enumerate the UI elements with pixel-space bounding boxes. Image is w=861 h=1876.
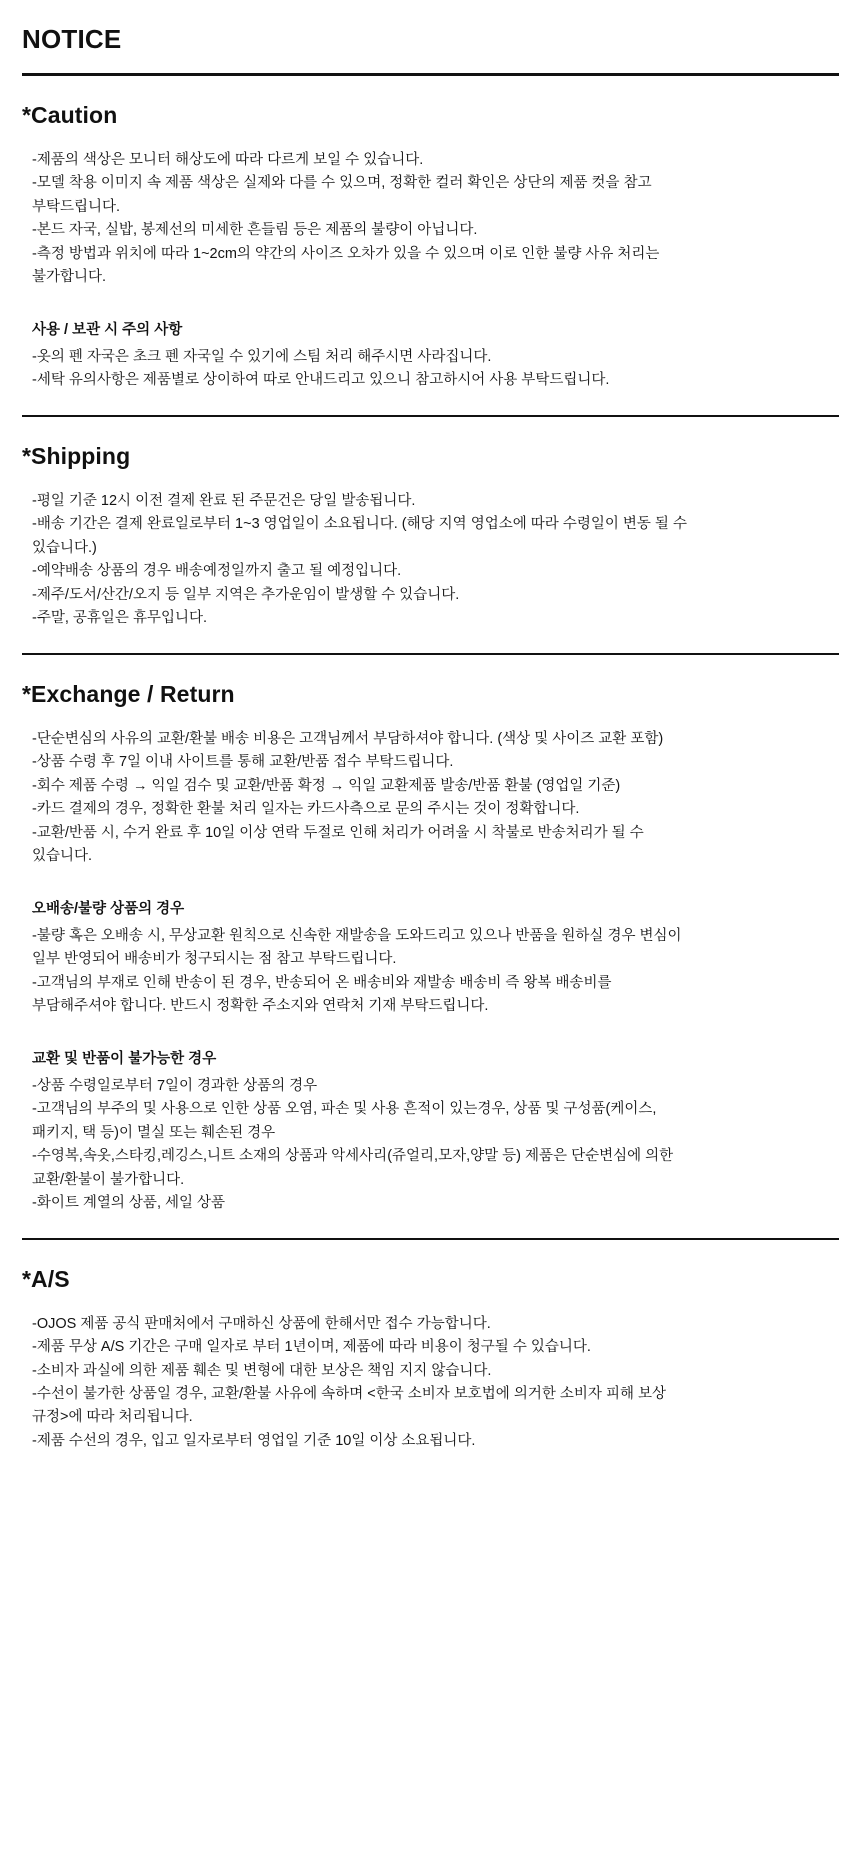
spacer	[22, 887, 839, 897]
spacer	[22, 1037, 839, 1047]
exchange-defect-block	[22, 897, 839, 1019]
line: -제주/도서/산간/오지 등 일부 지역은 추가운임이 발생할 수 있습니다.	[32, 586, 460, 603]
divider-wrap	[22, 415, 839, 417]
shipping-block	[22, 490, 839, 631]
line: 부탁드립니다.	[32, 198, 121, 215]
line: -소비자 과실에 의한 제품 훼손 및 변형에 대한 보상은 책임 지지 않습니다.	[32, 1362, 492, 1379]
line: -측정 방법과 위치에 따라 1~2cm의 약간의 사이즈 오차가 있을 수 있으며 이로 인한 불량 사유 처리는	[32, 245, 660, 262]
line: -상품 수령 후 7일 이내 사이트를 통해 교환/반품 접수 부탁드립니다.	[32, 754, 454, 771]
section-shipping	[22, 443, 839, 631]
line: 일부 반영되어 배송비가 청구되시는 점 참고 부탁드립니다.	[32, 951, 397, 968]
section-caution	[22, 102, 839, 393]
section-title-exchange-return: *Exchange / Return	[22, 680, 235, 707]
line: -불량 혹은 오배송 시, 무상교환 원칙으로 신속한 재발송을 도와드리고 있으나 반품을 원하실 경우 변심이	[32, 927, 682, 944]
line: -제품 무상 A/S 기간은 구매 일자로 부터 1년이며, 제품에 따라 비용이 청구될 수 있습니다.	[32, 1339, 591, 1356]
section-title-shipping: *Shipping	[22, 442, 131, 469]
line: -수선이 불가한 상품일 경우, 교환/환불 사유에 속하며 <한국 소비자 보호법에 의거한 소비자 피해 보상	[32, 1385, 667, 1402]
title-divider	[22, 73, 839, 76]
exchange-general-block	[22, 728, 839, 869]
line: 부담해주셔야 합니다. 반드시 정확한 주소지와 연락처 기재 부탁드립니다.	[32, 998, 489, 1015]
line: 불가합니다.	[32, 269, 107, 286]
line: -OJOS 제품 공식 판매처에서 구매하신 상품에 한해서만 접수 가능합니다.	[32, 1315, 491, 1332]
line: 있습니다.	[32, 848, 93, 865]
line: -배송 기간은 결제 완료일로부터 1~3 영업일이 소요됩니다. (해당 지역 영업소에 따라 수령일이 변동 될 수	[32, 516, 687, 533]
line: -화이트 계열의 상품, 세일 상품	[32, 1195, 226, 1212]
line: 패키지, 택 등)이 멸실 또는 훼손된 경우	[32, 1124, 276, 1141]
block-heading: 교환 및 반품이 불가능한 경우	[32, 1050, 217, 1067]
line: -카드 결제의 경우, 정확한 환불 처리 일자는 카드사측으로 문의 주시는 것이 정확합니다.	[32, 801, 580, 818]
line: -예약배송 상품의 경우 배송예정일까지 출고 될 예정입니다.	[32, 563, 402, 580]
line: 교환/환불이 불가합니다.	[32, 1171, 185, 1188]
caution-usage-block	[22, 318, 839, 393]
caution-general-block	[22, 149, 839, 290]
block-heading: 사용 / 보관 시 주의 사항	[32, 321, 183, 338]
line: -교환/반품 시, 수거 완료 후 10일 이상 연락 두절로 인해 처리가 어려울 시 착불로 반송처리가 될 수	[32, 824, 644, 841]
block-heading: 오배송/불량 상품의 경우	[32, 900, 185, 917]
spacer	[22, 308, 839, 318]
section-divider	[22, 653, 839, 655]
line: -모델 착용 이미지 속 제품 색상은 실제와 다를 수 있으며, 정확한 컬러 확인은 상단의 제품 컷을 참고	[32, 175, 652, 192]
section-divider	[22, 1238, 839, 1240]
page-title: NOTICE	[22, 24, 122, 54]
line: -회수 제품 수령 → 익일 검수 및 교환/반품 확정 → 익일 교환제품 발송/반품 환불 (영업일 기준)	[32, 777, 621, 794]
divider-wrap	[22, 653, 839, 655]
line: -상품 수령일로부터 7일이 경과한 상품의 경우	[32, 1077, 318, 1094]
line: -세탁 유의사항은 제품별로 상이하여 따로 안내드리고 있으니 참고하시어 사용 부탁드립니다.	[32, 372, 610, 389]
line: -고객님의 부재로 인해 반송이 된 경우, 반송되어 온 배송비와 재발송 배송비 즉 왕복 배송비를	[32, 974, 612, 991]
line: -본드 자국, 실밥, 봉제선의 미세한 흔들림 등은 제품의 불량이 아닙니다.	[32, 222, 478, 239]
line: -제품의 색상은 모니터 해상도에 따라 다르게 보일 수 있습니다.	[32, 152, 424, 168]
section-divider	[22, 415, 839, 417]
as-block	[22, 1313, 839, 1454]
line: -주말, 공휴일은 휴무입니다.	[32, 610, 208, 627]
line: -수영복,속옷,스타킹,레깅스,니트 소재의 상품과 악세사리(쥬얼리,모자,양말 등) 제품은 단순변심에 의한	[32, 1148, 674, 1165]
line: -평일 기준 12시 이전 결제 완료 된 주문건은 당일 발송됩니다.	[32, 492, 416, 509]
divider-wrap	[22, 1238, 839, 1240]
section-title-caution: *Caution	[22, 102, 118, 128]
line: -제품 수선의 경우, 입고 일자로부터 영업일 기준 10일 이상 소요됩니다.	[32, 1432, 476, 1449]
section-title-as: *A/S	[22, 1265, 70, 1292]
line: -고객님의 부주의 및 사용으로 인한 상품 오염, 파손 및 사용 흔적이 있는경우, 상품 및 구성품(케이스,	[32, 1101, 657, 1118]
section-as	[22, 1266, 839, 1454]
line: 규정>에 따라 처리됩니다.	[32, 1409, 193, 1426]
line: -옷의 펜 자국은 초크 펜 자국일 수 있기에 스팀 처리 해주시면 사라집니다.	[32, 348, 492, 365]
exchange-not-allowed-block	[22, 1047, 839, 1216]
line: -단순변심의 사유의 교환/환불 배송 비용은 고객님께서 부담하셔야 합니다. (색상 및 사이즈 교환 포함)	[32, 730, 664, 747]
line: 있습니다.)	[32, 539, 97, 556]
section-exchange-return	[22, 681, 839, 1216]
